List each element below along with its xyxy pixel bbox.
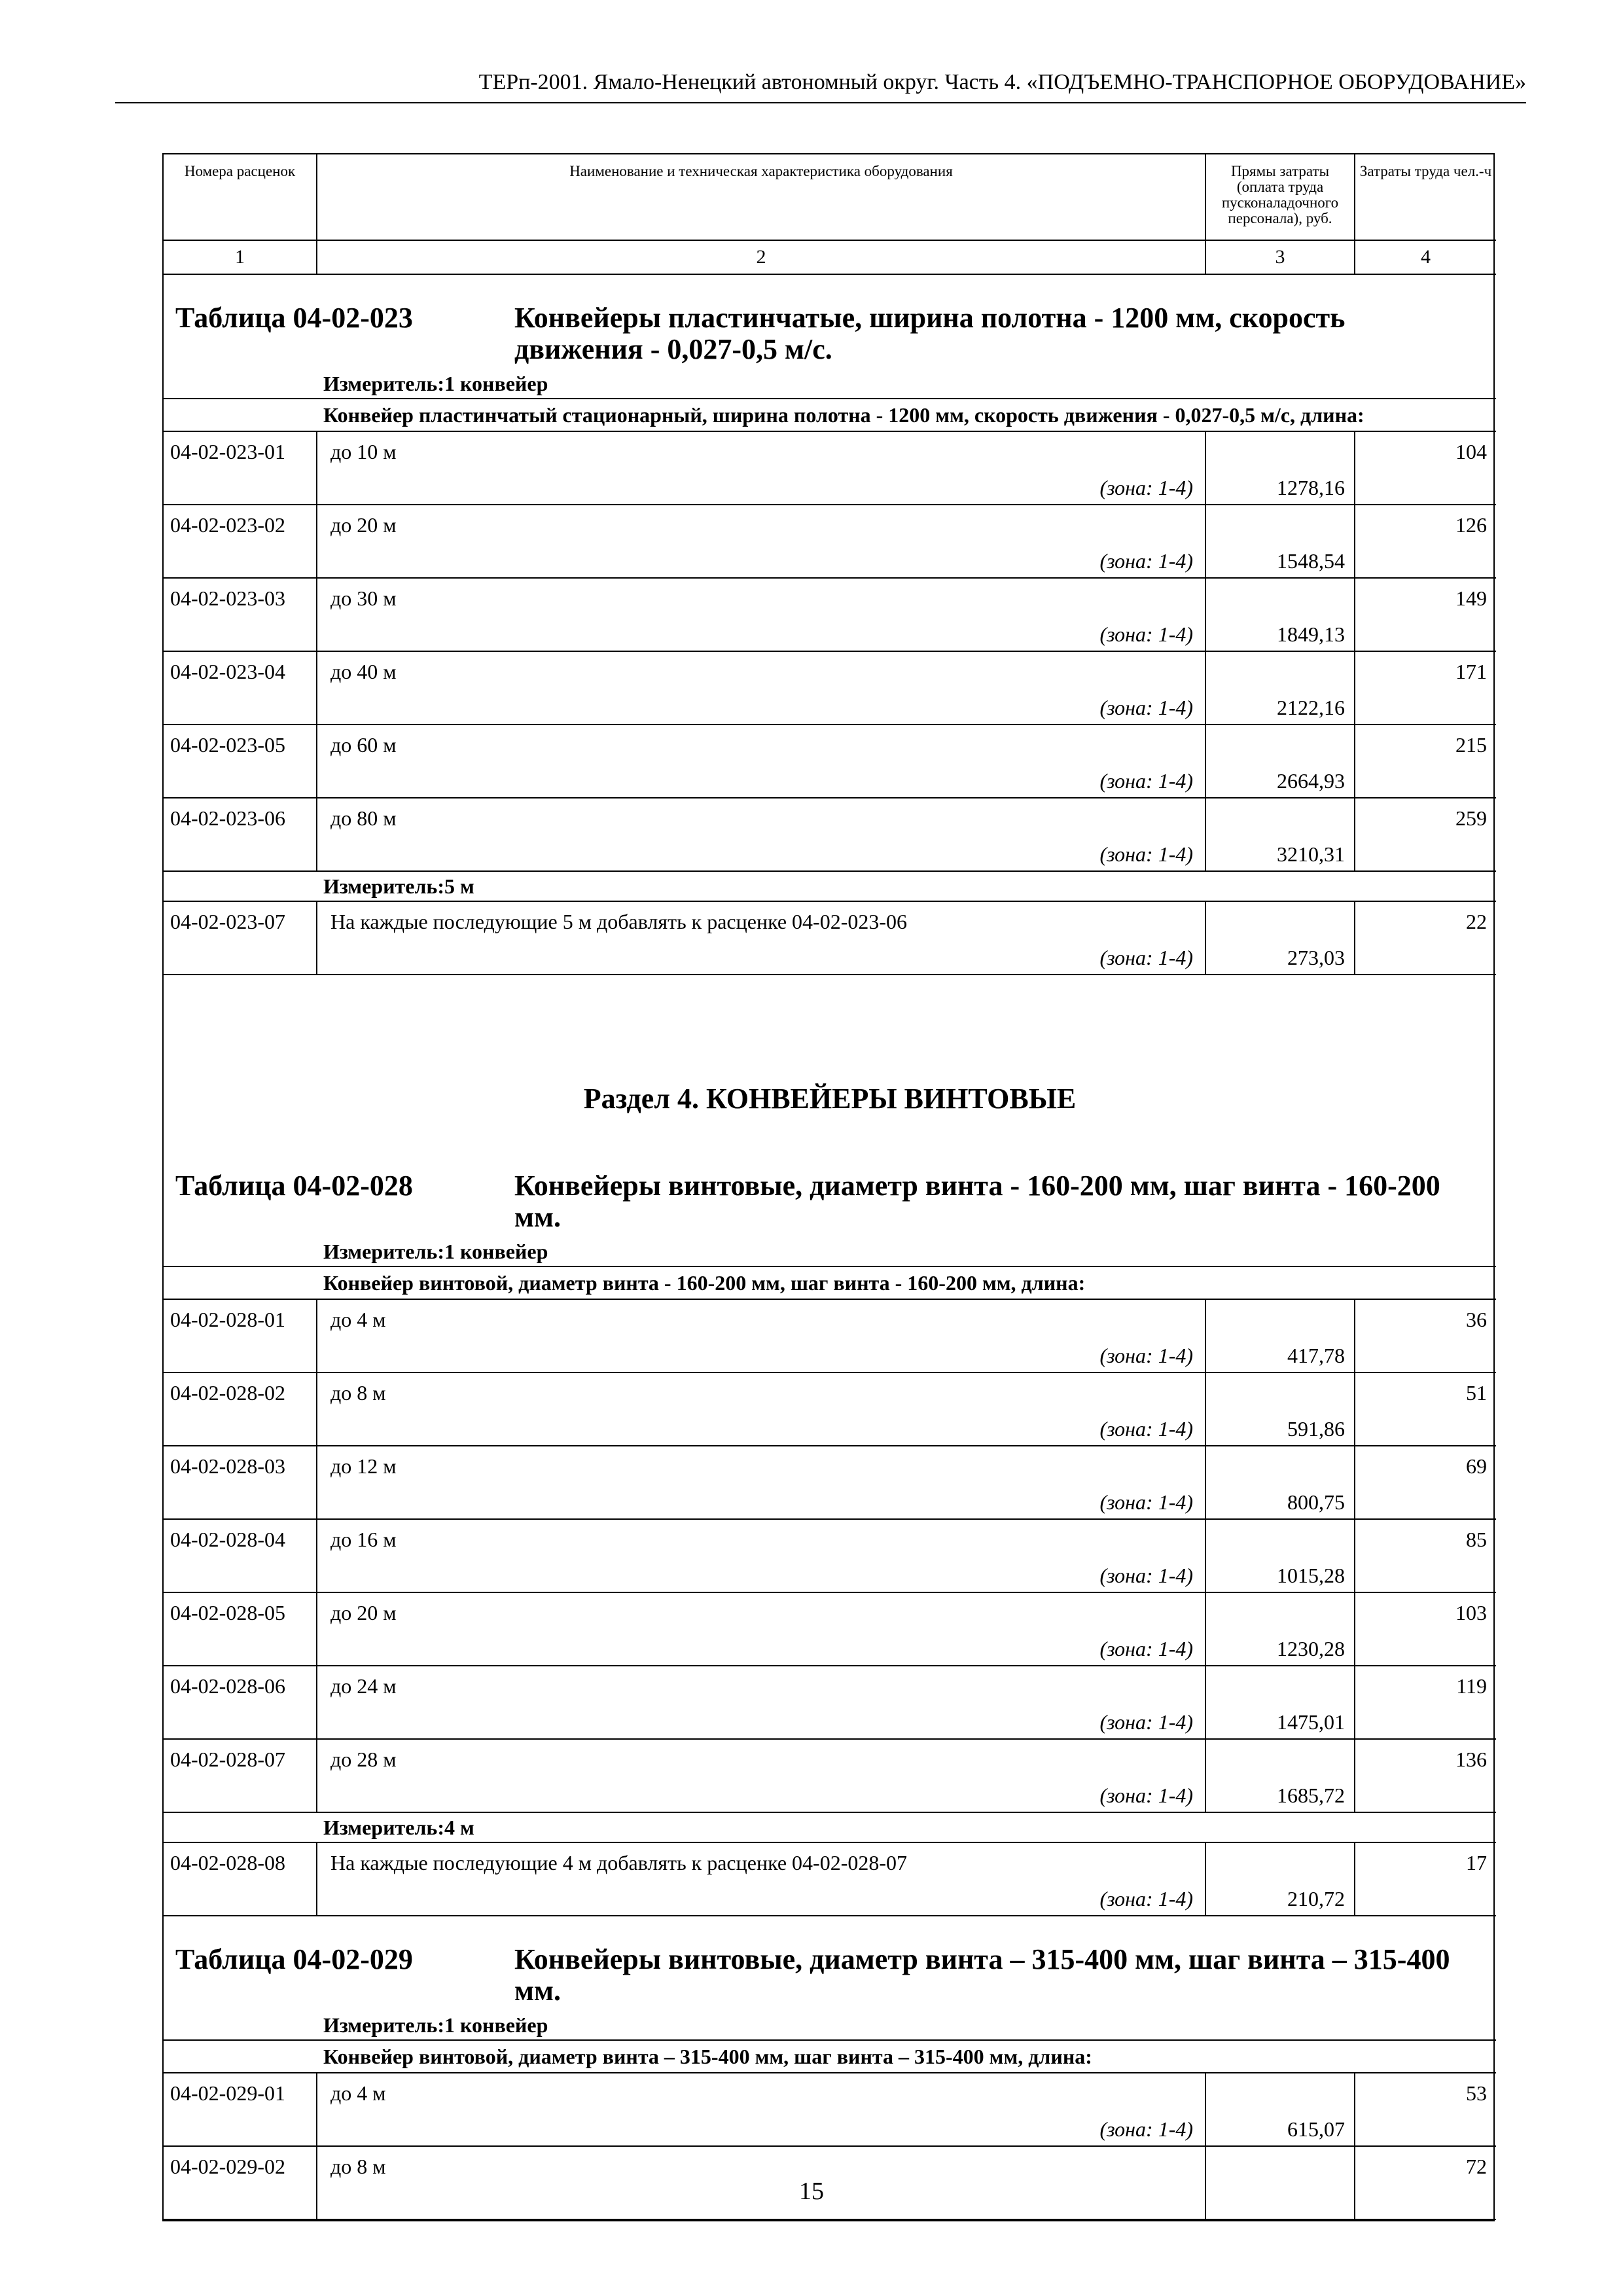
rate-code: 04-02-028-07 [164, 1739, 317, 1812]
zone-label: (зона: 1-4) [1099, 842, 1193, 866]
table-row [164, 1446, 1496, 1519]
col-header-codes: Номера расценок [164, 154, 317, 240]
rate-code: 04-02-023-06 [164, 798, 317, 871]
table-title-row [164, 1916, 1496, 2011]
direct-cost: 800,75 [1205, 1446, 1355, 1519]
table-row [164, 1666, 1496, 1739]
rate-code: 04-02-023-04 [164, 651, 317, 725]
zone-label: (зона: 1-4) [1099, 946, 1193, 969]
rate-name: до 4 м [330, 1308, 386, 1331]
col-number: 2 [317, 240, 1205, 274]
rate-code: 04-02-029-02 [164, 2146, 317, 2219]
rate-name: На каждые последующие 5 м добавлять к расценке 04-02-023-06 [330, 910, 907, 933]
labor-hours: 215 [1355, 725, 1496, 798]
table-row [164, 1592, 1496, 1666]
zone-label: (зона: 1-4) [1099, 1784, 1193, 1807]
rate-name: до 12 м [330, 1454, 397, 1478]
table-row [164, 1299, 1496, 1372]
direct-cost: 1548,54 [1205, 505, 1355, 578]
zone-label: (зона: 1-4) [1099, 1887, 1193, 1910]
labor-hours: 69 [1355, 1446, 1496, 1519]
rate-name: до 80 м [330, 806, 397, 830]
rate-code: 04-02-028-08 [164, 1842, 317, 1916]
rate-name: На каждые последующие 4 м добавлять к расценке 04-02-028-07 [330, 1851, 907, 1874]
running-header: ТЕРп-2001. Ямало-Ненецкий автономный округ. Часть 4. «ПОДЪЕМНО-ТРАНСПОРНОЕ ОБОРУДОВАНИЕ» [115, 68, 1526, 103]
direct-cost: 1015,28 [1205, 1519, 1355, 1592]
rate-name: до 60 м [330, 733, 397, 757]
table-row [164, 651, 1496, 725]
labor-hours: 136 [1355, 1739, 1496, 1812]
table-name: Конвейеры винтовые, диаметр винта - 160-200 мм, шаг винта - 160-200 мм. [514, 1170, 1440, 1233]
direct-cost: 273,03 [1205, 901, 1355, 975]
rate-code: 04-02-023-01 [164, 431, 317, 505]
direct-cost: 591,86 [1205, 1372, 1355, 1446]
labor-hours: 51 [1355, 1372, 1496, 1446]
rate-code: 04-02-023-05 [164, 725, 317, 798]
direct-cost: 1278,16 [1205, 431, 1355, 505]
rate-name: до 16 м [330, 1528, 397, 1551]
rate-code: 04-02-029-01 [164, 2073, 317, 2146]
labor-hours: 149 [1355, 578, 1496, 651]
col-header-labor: Затраты труда чел.-ч [1355, 154, 1496, 240]
rate-code: 04-02-028-05 [164, 1592, 317, 1666]
direct-cost: 3210,31 [1205, 798, 1355, 871]
item-description: Конвейер пластинчатый стационарный, ширина полотна - 1200 мм, скорость движения - 0,027-0,5 м/с, длина: [164, 399, 1496, 431]
direct-cost: 417,78 [1205, 1299, 1355, 1372]
direct-cost: 615,07 [1205, 2073, 1355, 2146]
table-title-row [164, 1134, 1496, 1237]
measure-unit: Измеритель:5 м [323, 874, 474, 898]
item-description: Конвейер винтовой, диаметр винта – 315-400 мм, шаг винта – 315-400 мм, длина: [164, 2040, 1496, 2073]
table-row [164, 798, 1496, 871]
column-header-row [164, 154, 1496, 240]
rate-name: до 40 м [330, 660, 397, 683]
labor-hours: 85 [1355, 1519, 1496, 1592]
labor-hours: 119 [1355, 1666, 1496, 1739]
section-heading: Раздел 4. КОНВЕЙЕРЫ ВИНТОВЫЕ [583, 1083, 1077, 1115]
page-number: 15 [799, 2178, 824, 2205]
zone-label: (зона: 1-4) [1099, 1710, 1193, 1734]
column-number-row [164, 240, 1496, 274]
zone-label: (зона: 1-4) [1099, 549, 1193, 573]
col-number: 1 [164, 240, 317, 274]
zone-label: (зона: 1-4) [1099, 1637, 1193, 1660]
zone-label: (зона: 1-4) [1099, 2117, 1193, 2141]
table-row [164, 505, 1496, 578]
direct-cost: 1685,72 [1205, 1739, 1355, 1812]
labor-hours: 126 [1355, 505, 1496, 578]
rate-code: 04-02-028-01 [164, 1299, 317, 1372]
rate-name: до 24 м [330, 1674, 397, 1698]
measure-unit: Измеритель:1 конвейер [323, 372, 548, 395]
rate-code: 04-02-028-04 [164, 1519, 317, 1592]
labor-hours: 104 [1355, 431, 1496, 505]
rate-code: 04-02-028-03 [164, 1446, 317, 1519]
table-name: Конвейеры винтовые, диаметр винта – 315-400 мм, шаг винта – 315-400 мм. [514, 1943, 1450, 2007]
rate-name: до 28 м [330, 1748, 397, 1771]
rate-name: до 8 м [330, 1381, 386, 1405]
direct-cost: 210,72 [1205, 1842, 1355, 1916]
rate-name: до 20 м [330, 513, 397, 537]
direct-cost: 1230,28 [1205, 1592, 1355, 1666]
table-number: Таблица 04-02-029 [175, 1943, 413, 1975]
table-row [164, 725, 1496, 798]
zone-label: (зона: 1-4) [1099, 622, 1193, 646]
col-header-name: Наименование и техническая характеристика оборудования [317, 154, 1205, 240]
zone-label: (зона: 1-4) [1099, 476, 1193, 499]
table-name: Конвейеры пластинчатые, ширина полотна - 1200 мм, скорость движения - 0,027-0,5 м/с. [514, 302, 1346, 365]
table-row [164, 1842, 1496, 1916]
table-title-row [164, 274, 1496, 369]
zone-label: (зона: 1-4) [1099, 1564, 1193, 1587]
table-number: Таблица 04-02-023 [175, 302, 413, 334]
col-number: 3 [1205, 240, 1355, 274]
table-row [164, 1519, 1496, 1592]
rate-code: 04-02-023-07 [164, 901, 317, 975]
rate-name: до 4 м [330, 2081, 386, 2105]
zone-label: (зона: 1-4) [1099, 769, 1193, 793]
rate-name: до 10 м [330, 440, 397, 463]
rate-code: 04-02-028-06 [164, 1666, 317, 1739]
measure-unit: Измеритель:1 конвейер [323, 2013, 548, 2037]
direct-cost: 2122,16 [1205, 651, 1355, 725]
rate-code: 04-02-023-02 [164, 505, 317, 578]
table-row [164, 2073, 1496, 2146]
table-number: Таблица 04-02-028 [175, 1170, 413, 1202]
labor-hours: 22 [1355, 901, 1496, 975]
zone-label: (зона: 1-4) [1099, 696, 1193, 719]
labor-hours: 171 [1355, 651, 1496, 725]
rate-code: 04-02-023-03 [164, 578, 317, 651]
table-row [164, 431, 1496, 505]
labor-hours: 53 [1355, 2073, 1496, 2146]
zone-label: (зона: 1-4) [1099, 1417, 1193, 1441]
measure-unit: Измеритель:4 м [323, 1816, 474, 1839]
item-description: Конвейер винтовой, диаметр винта - 160-200 мм, шаг винта - 160-200 мм, длина: [164, 1266, 1496, 1299]
rate-name: до 20 м [330, 1601, 397, 1624]
direct-cost: 1475,01 [1205, 1666, 1355, 1739]
col-header-cost: Прямы затраты (оплата труда пусконаладочного персонала), руб. [1205, 154, 1355, 240]
direct-cost: 1849,13 [1205, 578, 1355, 651]
table-row [164, 578, 1496, 651]
measure-unit: Измеритель:1 конвейер [323, 1240, 548, 1263]
table-row [164, 1739, 1496, 1812]
rate-name: до 30 м [330, 586, 397, 610]
table-row [164, 1372, 1496, 1446]
rate-code: 04-02-028-02 [164, 1372, 317, 1446]
labor-hours: 259 [1355, 798, 1496, 871]
direct-cost: 2664,93 [1205, 725, 1355, 798]
rate-name: до 8 м [330, 2155, 386, 2178]
labor-hours: 17 [1355, 1842, 1496, 1916]
zone-label: (зона: 1-4) [1099, 1490, 1193, 1514]
col-number: 4 [1355, 240, 1496, 274]
price-table [162, 153, 1495, 2221]
labor-hours: 36 [1355, 1299, 1496, 1372]
labor-hours: 103 [1355, 1592, 1496, 1666]
labor-hours: 72 [1355, 2146, 1496, 2219]
table-row [164, 901, 1496, 975]
rates-grid [164, 154, 1496, 2220]
zone-label: (зона: 1-4) [1099, 1344, 1193, 1367]
